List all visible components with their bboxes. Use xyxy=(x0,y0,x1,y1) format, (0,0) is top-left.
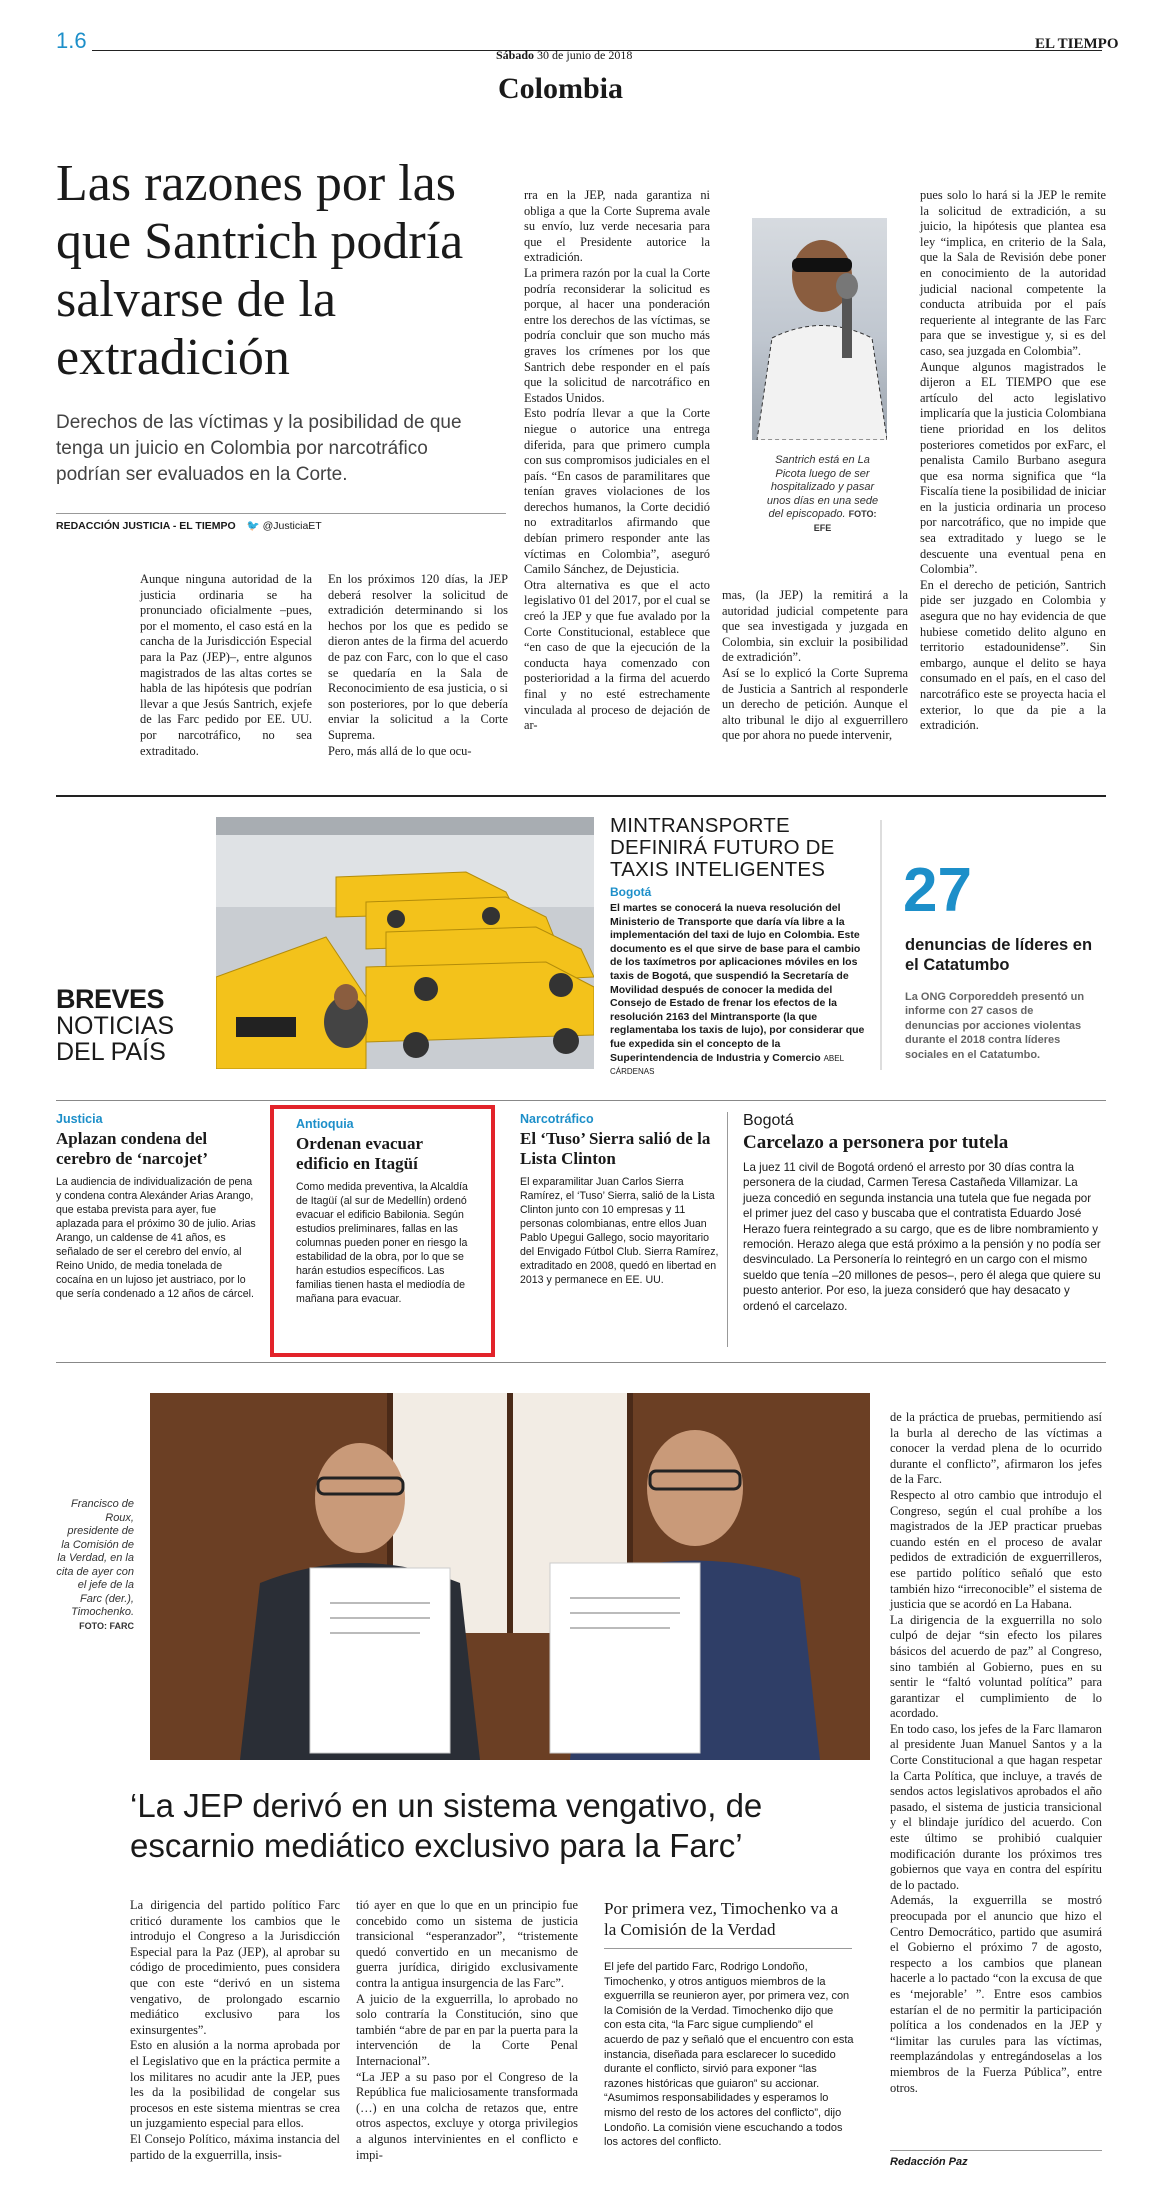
breve-title: El ‘Tuso’ Sierra salió de la Lista Clinton xyxy=(520,1129,711,1168)
taxi-photo-drawing xyxy=(216,817,594,1069)
stat-divider xyxy=(880,820,882,1070)
santrich-photo-credit: FOTO: EFE xyxy=(813,509,877,533)
top-col-4: mas, (la JEP) la remitirá a la autoridad judicial competente para que sea investigada y juzgada en Colombia, sin excluir la posibilidad de extradición”. Así se lo explicó la Corte Suprema de Justicia a Santrich al responderle un derecho de petición. Aunque el alto tribunal le dijo al exguerrillero que por ahora no puede intervenir, xyxy=(722,588,908,743)
bottom-col-4: de la práctica de pruebas, permitiendo así la burla al derecho de las víctimas a conocer la verdad plena de lo ocurrido durante el conflicto”, afirmaron los jefes de la Farc. Respecto al otro cambio que introdujo el Congreso, según el cual prohíbe a los magistrados de la JEP practicar pruebas cuando estén en el proceso de avalar pedidos de extradición de exguerrilleros, ese partido político señaló que esto también hizo “irreconocible” el sistema de justicia que se acordó en La Habana. La dirigencia de la exguerrilla no solo culpó de dejar “sin efecto los pilares básicos del acuerdo de paz” al Congreso, sino también al Gobierno, pues en su sentir le “faltó voluntad política” para garantizar el cumplimiento de lo acordado. En todo caso, los jefes de la Farc llamaron al presidente Juan Manuel Santos y a la Corte Constitucional a que hagan respetar la Carta Política, que incluye, a través de sendos actos legislativos aprobados el año pasado, el sistema de justicia transicional y el blindaje jurídico del acuerdo. Con este último se prohibió cualquier modificación durante los próximos tres gobiernos que vaya en contra del espíritu de lo pactado. Además, la exguerrilla se mostró preocupada por el anuncio que hizo el Centro Democrático, partido que asumirá el Gobierno el próximo 7 de agosto, respecto a los cambios que planean hacerle a lo pactado “con la excusa de que es ‘mejorable’ ”. Entre esos cambios estarían el de no permitir la participación política a los condenados en la JEP y “limitar las curules para las víctimas, reemplazándolas y entregándoselas a los miembros de la Fuerza Pública”, entre otros. xyxy=(890,1410,1102,2095)
breves-divider xyxy=(56,1100,1106,1101)
santrich-photo xyxy=(752,218,887,440)
breve-title: Ordenan evacuar edificio en Itagüí xyxy=(296,1134,423,1173)
timochenko-photo xyxy=(150,1393,870,1760)
breve-item-narcotrafico xyxy=(520,1112,720,1287)
breve-vertical-rule xyxy=(727,1112,728,1347)
timochenko-photo-drawing xyxy=(150,1393,870,1760)
santrich-caption xyxy=(760,454,885,535)
breve-body: El exparamilitar Juan Carlos Sierra Ramírez, el ‘Tuso’ Sierra, salió de la Lista Clinton junto con 10 empresas y 11 personas colombianas, entre ellos Juan Pablo Upegui Gallego, socio mayoritario del Envigado Fútbol Club. Sierra Ramírez, extraditado en 2008, quedó en libertad en 2013 y permanece en EE. UU. xyxy=(520,1176,719,1286)
stat-body: La ONG Corporeddeh presentó un informe con 27 casos de denuncias por acciones violentas durante el 2018 contra líderes sociales en el Catatumbo. xyxy=(905,991,1085,1061)
bottom-col-1: La dirigencia del partido político Farc criticó duramente los cambios que le introdujo el Congreso a la Jurisdicción Especial para la Paz (JEP), al aprobar su código de procedimiento, pues considera que con este “derivó en un sistema vengativo, de prolongado escarnio mediático exclusivo para los exinsurgentes”. Esto en alusión a la norma aprobada por el Legislativo que en la práctica permite a los militares no acudir ante la JEP, pues les da la posibilidad de congelar sus procesos en este sistema mientras se crea un juzgamiento especial para ellos. El Consejo Político, máxima instancia del partido de la exguerrilla, insis- xyxy=(130,1898,340,2162)
breve-title: Carcelazo a personera por tutela xyxy=(743,1132,1009,1153)
timochenko-caption xyxy=(56,1498,134,1633)
breve-item-justicia xyxy=(56,1112,256,1301)
top-headline: Las razones por las que Santrich podría salvarse de la extradición xyxy=(56,155,464,386)
sidebar-rule xyxy=(604,1948,852,1949)
breve-place: Bogotá xyxy=(743,1112,794,1129)
breves-main-body xyxy=(610,902,870,1079)
sidebar-title: Por primera vez, Timochenko va a la Comisión de la Verdad xyxy=(604,1899,839,1939)
page-number: 1.6 xyxy=(56,28,87,53)
breve-body: La audiencia de individualización de pena y condena contra Alexánder Arias Arango, que estaba prevista para ayer, fue aplazada para el próximo 30 de julio. Arias Arango, un caldense de 41 años, es señalado de ser el cerebro del envío, al Reino Unido, de media tonelada de cocaína en un lujoso jet austriaco, por lo que sería condenado a 12 años de cárcel. xyxy=(56,1176,256,1300)
section-divider-2 xyxy=(56,1362,1106,1363)
santrich-caption-text: Santrich está en La Picota luego de ser hospitalizado y pasar unos días en una sede del episcopado. xyxy=(766,454,879,520)
breve-title: Aplazan condena del cerebro de ‘narcojet’ xyxy=(56,1129,208,1168)
section-title: Colombia xyxy=(498,72,624,105)
bottom-col-2: tió ayer en que lo que en un principio fue concebido como un sistema de justicia transicional “esperanzador”, “tristemente quedó convertido en un mecanismo de guerra jurídica, dirigido exclusivamente contra la antigua insurgencia de las Farc”. A juicio de la exguerrilla, lo aprobado no solo contraría la Constitución, sino que también “abre de par en par la puerta para la intervención de la Corte Penal Internacional”. “La JEP a su paso por el Congreso de la República fue maliciosamente transformada (…) en una colcha de retazos que, entre otros aspectos, excluye y otorga privilegios a algunos intervinientes en el conflicto e impi- xyxy=(356,1898,578,2162)
byline-rule xyxy=(56,513,506,514)
byline-text: REDACCIÓN JUSTICIA - EL TIEMPO xyxy=(56,520,236,532)
breve-place: Antioquia xyxy=(296,1117,354,1131)
timochenko-caption-text: Francisco de Roux, presidente de la Comisión de la Verdad, en la cita de ayer con el jefe de la Farc (der.), Timochenko. xyxy=(56,1498,134,1618)
top-col-5: pues solo lo hará si la JEP le remite la solicitud de extradición, a su juicio, la hipótesis que plantea esa ley “implica, en criterio de la Sala, que la Sala de Revisión debe poner en conocimiento de la autoridad judicial nacional competente la conducta atribuida por el país requeriente al integrante de las Farc para que se investigue y, si es del caso, sea juzgada en Colombia”. Aunque algunos magistrados le dijeron a EL TIEMPO que ese artículo del acto legislativo implicaría que la justicia Colombiana tiene prioridad en los delitos posteriores cometidos por exFarc, el penalista Camilo Burbano asegura que esa norma significa que “la Fiscalía tiene la posibilidad de iniciar en la justicia ordinaria un proceso por narcotráfico, que no impide que sea extraditado y luego se le descuente una eventual pena en Colombia”. En el derecho de petición, Santrich pide ser juzgado en Colombia y asegura que no hay evidencia de que hubiese cometido delito alguno en territorio estadounidense”. Sin embargo, aunque el delito se haya consumado en el país, en el caso del narcotráfico este se proyecta hacia el exterior, lo que da pie a la extradición. xyxy=(920,188,1106,733)
breves-title-light-2: DEL PAÍS xyxy=(56,1038,166,1066)
breve-item-antioquia xyxy=(270,1105,495,1357)
stat-label: denuncias de líderes en el Catatumbo xyxy=(905,936,1093,974)
breve-place: Narcotráfico xyxy=(520,1112,594,1126)
header-date xyxy=(496,48,632,63)
breve-item-bogota xyxy=(743,1112,1103,1314)
taxi-photo xyxy=(216,817,594,1069)
top-col-1: Aunque ninguna autoridad de la justicia ordinaria se ha pronunciado oficialmente –pues, por el momento, el caso está en la cancha de la Jurisdicción Especial para la Paz (JEP)–, entre algunos magistrados de las altas cortes se habla de las hipótesis que podrían llevar a que Jesús Santrich, exjefe de las Farc pedido por EE. UU. por narcotráfico, no sea extraditado. xyxy=(140,572,312,758)
twitter-icon: 🐦 xyxy=(246,520,260,532)
breves-title xyxy=(56,985,174,1065)
breves-main-headline: MINTRANSPORTE DEFINIRÁ FUTURO DE TAXIS INTELIGENTES xyxy=(610,814,835,881)
twitter-handle[interactable]: @JusticiaET xyxy=(262,520,322,532)
top-col-3: rra en la JEP, nada garantiza ni obliga a que la Corte Suprema avale su envío, luz verde necesaria para que el Presidente autorice la extradición. La primera razón por la cual la Corte podría reconsiderar la solicitud es porque, al hacer una ponderación entre los derechos de las víctimas, se podría concluir que son mucho más graves los crímenes por los que Santrich debe responder en el país que la solicitud de narcotráfico en Estados Unidos. Esto podría llevar a que la Corte niegue o autorice una entrega diferida, para que primero cumpla con sus compromisos judiciales en el país. “En casos de paramilitares que tenían graves violaciones de los derechos humanos, la Corte decidió no extraditarlos afirmando que debían primero responder ante las víctimas en Colombia”, aseguró Camilo Sánchez, de Dejusticia. Otra alternativa es que el acto legislativo 01 del 2017, por el cual se creó la JEP y que fue avalado por la Corte Constitucional, establece que “en caso de que la ejecución de la conducta haya comenzado con posterioridad a la firma del acuerdo final y no esté estrechamente vinculada al proceso de dejación de ar- xyxy=(524,188,710,733)
timochenko-photo-credit: FOTO: FARC xyxy=(79,1620,134,1631)
stat-number: 27 xyxy=(903,856,972,925)
bottom-headline: ‘La JEP derivó en un sistema vengativo, de escarnio mediático exclusivo para la Farc’ xyxy=(130,1787,763,1864)
top-deck: Derechos de las víctimas y la posibilidad de que tenga un juicio en Colombia por narcotráfico podrían ser evaluados en la Corte. xyxy=(56,412,462,485)
signoff-rule xyxy=(890,2150,1102,2151)
breves-main-credit: ABEL CÁRDENAS xyxy=(610,1053,844,1077)
signoff: Redacción Paz xyxy=(890,2156,968,2168)
breves-title-light-1: NOTICIAS xyxy=(56,1012,175,1040)
section-divider-1 xyxy=(56,795,1106,797)
sidebar-body: El jefe del partido Farc, Rodrigo Londoño, Timochenko, y otros antiguos miembros de la exguerrilla se reunieron ayer, por primera vez, con la Comisión de la Verdad. Timochenko dijo que con esta cita, “la Farc sigue cumpliendo” el acuerdo de paz y señaló que el encuentro con esta instancia, diseñada para esclarecer lo sucedido durante el conflicto, sirvió para exponer “las razones históricas que guiaron” su accionar. “Asumimos responsabilidades y esperamos lo mismo del resto de los actores del conflicto”, dijo Londoño. La comisión viene escuchando a todos los actores del conflicto. xyxy=(604,1961,854,2149)
header-date-day: Sábado xyxy=(496,48,535,62)
santrich-photo-drawing xyxy=(752,218,887,440)
header-date-rest: 30 de junio de 2018 xyxy=(537,48,633,62)
breve-body: La juez 11 civil de Bogotá ordenó el arresto por 30 días contra la personera de la ciudad, Carmen Teresa Castañeda Villamizar. La jueza concedió en segunda instancia una tutela que fue negada por el primer juez del caso y buscaba que el contratista Eduardo José Herazo fuera reintegrado a su cargo, que es de libre nombramiento y remoción. Herazo alega que está próximo a la pensión y no podía ser desvinculado. La Personería lo reintegró en un cargo con el mismo sueldo que tenía –20 millones de pesos–, pero él alega que quiere su puesto anterior. Por eso, la jueza consideró que hay desacato y ordenó el carcelazo. xyxy=(743,1161,1101,1313)
top-byline xyxy=(56,519,322,532)
paper-name: EL TIEMPO xyxy=(1035,36,1119,52)
top-col-2: En los próximos 120 días, la JEP deberá resolver la solicitud de extradición determinando si los hechos por los que es pedido se dieron antes de la firma del acuerdo de paz con Farc, con lo que el caso se quedaría en la Sala de Reconocimiento de esa justicia, o si son posteriores, por lo que debería enviar la solicitud a la Corte Suprema. Pero, más allá de lo que ocu- xyxy=(328,572,508,758)
breves-main-body-text: El martes se conocerá la nueva resolución del Ministerio de Transporte que daría vía libre a la implementación del taxi de lujo en Colombia. Este documento es el que sirve de base para el cambio de los taxímetros por aplicaciones móviles en los taxis de Bogotá, que suspendió la Secretaría de Movilidad después de conocer la medida del Consejo de Estado de frenar los efectos de la resolución 2163 del Mintransporte (la que reglamentaba los taxis de lujo), por considerar que fue expedida sin el concepto de la Superintendencia de Industria y Comercio xyxy=(610,902,865,1064)
breves-title-bold: BREVES xyxy=(56,984,165,1014)
breve-place: Justicia xyxy=(56,1112,103,1126)
breve-body: Como medida preventiva, la Alcaldía de Itagüí (al sur de Medellín) ordenó evacuar el edificio Babilonia. Según estudios preliminares, fallas en las columnas pueden poner en riesgo la estabilidad de la obra, por lo que se harán estudios específicos. Las familias tienen hasta el mediodía de mañana para evacuar. xyxy=(296,1181,468,1305)
breves-main-place: Bogotá xyxy=(610,885,652,899)
